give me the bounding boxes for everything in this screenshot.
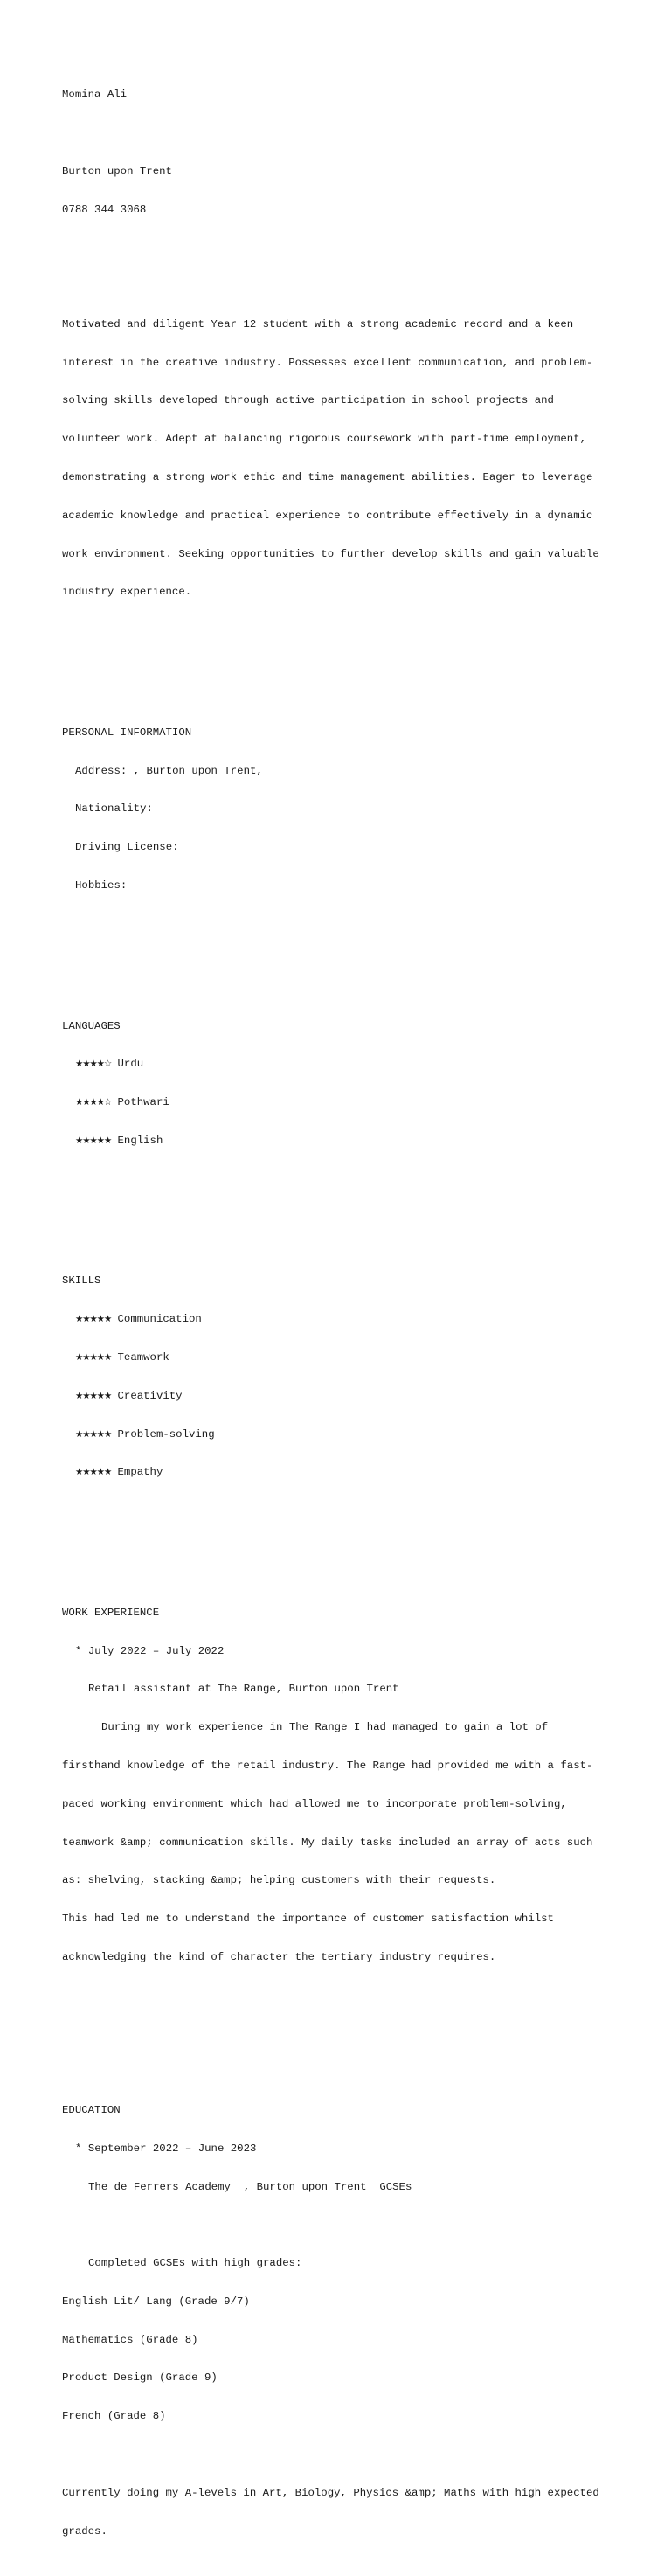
summary-line: interest in the creative industry. Possesses excellent communication, and problem- — [62, 356, 593, 369]
education-grade: Product Design (Grade 9) — [62, 2371, 218, 2385]
personal-section — [62, 701, 621, 918]
language-item — [62, 1096, 621, 1109]
personal-hobbies: Hobbies: — [75, 879, 128, 892]
star-rating-icon: ★★★★★ — [75, 1351, 112, 1363]
skill-item — [62, 1313, 621, 1326]
cv-phone: 0788 344 3068 — [62, 203, 147, 216]
skill-label: Creativity — [117, 1389, 183, 1402]
education-school: The de Ferrers Academy , Burton upon Trent GCSEs — [88, 2180, 412, 2193]
star-rating-icon: ★★★★☆ — [75, 1097, 112, 1108]
skill-item — [62, 1466, 621, 1479]
section-heading: SKILLS — [62, 1274, 101, 1288]
education-grade: Mathematics (Grade 8) — [62, 2333, 198, 2346]
summary-line: work environment. Seeking opportunities to further develop skills and gain valuable — [62, 547, 599, 560]
work-description-line: as: shelving, stacking &amp; helping customers with their requests. — [62, 1874, 496, 1887]
education-alevels-line: grades. — [62, 2524, 107, 2538]
work-description-line: firsthand knowledge of the retail industry. The Range had provided me with a fast- — [62, 1759, 593, 1772]
skill-label: Communication — [117, 1313, 202, 1326]
work-description-line: This had led me to understand the importance of customer satisfaction whilst — [62, 1913, 554, 1926]
star-rating-icon: ★★★★★ — [75, 1390, 112, 1401]
summary-line: volunteer work. Adept at balancing rigorous coursework with part-time employment, — [62, 433, 587, 446]
work-role: Retail assistant at The Range, Burton upon Trent — [88, 1683, 399, 1696]
cv-document — [62, 63, 621, 2576]
work-description-line: During my work experience in The Range I had managed to gain a lot of — [101, 1721, 549, 1734]
education-intro: Completed GCSEs with high grades: — [88, 2257, 302, 2270]
education-grade: English Lit/ Lang (Grade 9/7) — [62, 2295, 250, 2308]
language-item — [62, 1058, 621, 1071]
language-label: Pothwari — [117, 1096, 169, 1109]
skill-item — [62, 1351, 621, 1364]
skills-section — [62, 1249, 621, 1504]
summary-line: industry experience. — [62, 586, 192, 599]
star-rating-icon: ★★★★★ — [75, 1135, 112, 1146]
cv-name: Momina Ali — [62, 88, 128, 101]
summary-section — [62, 293, 621, 624]
star-rating-icon: ★★★★★ — [75, 1428, 112, 1440]
star-rating-icon: ★★★★☆ — [75, 1059, 112, 1070]
section-heading: EDUCATION — [62, 2104, 121, 2116]
languages-section — [62, 994, 621, 1172]
language-label: English — [117, 1134, 163, 1147]
education-section — [62, 2079, 621, 2564]
work-section — [62, 1581, 621, 1989]
star-rating-icon: ★★★★★ — [75, 1314, 112, 1325]
section-heading: WORK EXPERIENCE — [62, 1606, 160, 1619]
skill-label: Problem-solving — [117, 1427, 215, 1441]
personal-nationality: Nationality: — [75, 802, 153, 816]
work-dates: * July 2022 – July 2022 — [75, 1644, 225, 1657]
summary-line: academic knowledge and practical experience to contribute effectively in a dynamic — [62, 509, 593, 522]
summary-line: demonstrating a strong work ethic and time management abilities. Eager to leverage — [62, 471, 593, 483]
skill-label: Teamwork — [117, 1350, 169, 1364]
skill-item — [62, 1390, 621, 1403]
star-rating-icon: ★★★★★ — [75, 1467, 112, 1478]
work-description-line: acknowledging the kind of character the tertiary industry requires. — [62, 1950, 496, 1963]
summary-line: solving skills developed through active participation in school projects and — [62, 394, 554, 407]
language-item — [62, 1135, 621, 1148]
education-alevels-line: Currently doing my A-levels in Art, Biology, Physics &amp; Maths with high expected — [62, 2486, 599, 2499]
work-description-line: teamwork &amp; communication skills. My daily tasks included an array of acts such — [62, 1836, 593, 1849]
skill-label: Empathy — [117, 1466, 163, 1479]
cv-location: Burton upon Trent — [62, 164, 172, 177]
work-description-line: paced working environment which had allowed me to incorporate problem-solving, — [62, 1797, 567, 1810]
skill-item — [62, 1428, 621, 1441]
section-heading: LANGUAGES — [62, 1019, 121, 1032]
education-dates: * September 2022 – June 2023 — [75, 2142, 257, 2155]
section-heading: PERSONAL INFORMATION — [62, 726, 192, 739]
summary-line: Motivated and diligent Year 12 student with a strong academic record and a keen — [62, 317, 574, 330]
personal-address: Address: , Burton upon Trent, — [75, 764, 263, 777]
language-label: Urdu — [117, 1058, 144, 1071]
personal-driving-license: Driving License: — [75, 841, 179, 854]
education-grade: French (Grade 8) — [62, 2410, 166, 2423]
